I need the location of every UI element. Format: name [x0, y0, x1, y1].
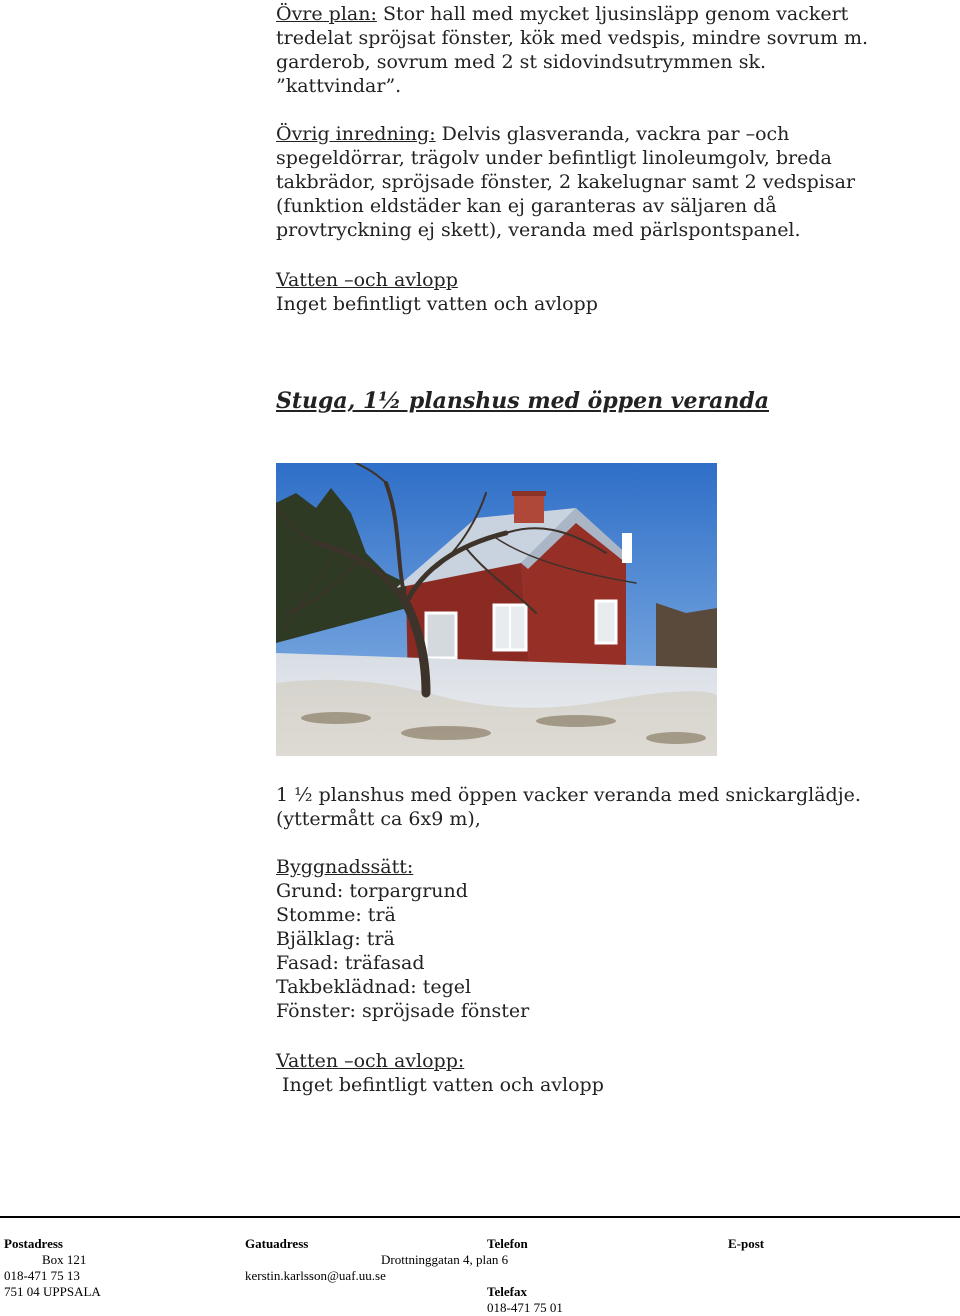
cottage-heading: Stuga, 1½ planshus med öppen veranda [276, 388, 769, 414]
footer-fax: 018-471 75 01 [487, 1300, 563, 1315]
upper-floor-text: Stor hall med mycket ljusinsläpp genom vackert [382, 3, 849, 25]
water-label: Vatten –och avlopp [276, 269, 458, 291]
footer-box: Box 121 [42, 1252, 87, 1267]
interior-text: provtryckning ej skett), veranda med pärlspontspanel. [276, 219, 801, 241]
upper-floor-label: Övre plan: [276, 3, 377, 25]
footer-heading-phone: Telefon [487, 1236, 528, 1251]
construction-item: Stomme: trä [276, 904, 396, 926]
footer-heading-fax: Telefax [487, 1284, 527, 1299]
water-section-2 [276, 1049, 604, 1097]
construction-item: Fasad: träfasad [276, 952, 425, 974]
construction-item: Bjälklag: trä [276, 928, 395, 950]
cottage-photo [276, 463, 717, 756]
construction-item: Grund: torpargrund [276, 880, 468, 902]
footer-email: kerstin.karlsson@uaf.uu.se [245, 1268, 386, 1283]
cottage-desc-line: (yttermått ca 6x9 m), [276, 808, 481, 830]
interior-text: (funktion eldstäder kan ej garanteras av säljaren då [276, 195, 777, 217]
upper-floor-section [276, 2, 868, 98]
footer-street: Drottninggatan 4, plan 6 [381, 1252, 509, 1267]
water-section [276, 268, 598, 316]
upper-floor-text: ”kattvindar”. [276, 75, 402, 97]
footer-heading-postal-address: Postadress [4, 1236, 63, 1251]
cottage-description [276, 783, 861, 831]
construction-label: Byggnadssätt: [276, 856, 414, 878]
construction-item: Takbeklädnad: tegel [276, 976, 472, 998]
footer-postal: 751 04 UPPSALA [4, 1284, 101, 1299]
cottage-desc-line: 1 ½ planshus med öppen vacker veranda med snickarglädje. [276, 784, 861, 806]
upper-floor-text: tredelat spröjsat fönster, kök med vedspis, mindre sovrum m. [276, 27, 869, 49]
interior-label: Övrig inredning: [276, 123, 436, 145]
upper-floor-text: garderob, sovrum med 2 st sidovindsutrymmen sk. [276, 51, 766, 73]
water-label: Vatten –och avlopp: [276, 1050, 465, 1072]
interior-section [276, 122, 855, 242]
footer-heading-street-address: Gatuadress [245, 1236, 309, 1251]
water-value: Inget befintligt vatten och avlopp [282, 1074, 604, 1096]
construction-item: Fönster: spröjsade fönster [276, 1000, 530, 1022]
interior-text: takbrädor, spröjsade fönster, 2 kakelugnar samt 2 vedspisar [276, 171, 856, 193]
interior-text: Delvis glasveranda, vackra par –och [441, 123, 790, 145]
construction-section [276, 855, 529, 1023]
interior-text: spegeldörrar, trägolv under befintligt linoleumgolv, breda [276, 147, 832, 169]
footer-heading-email: E-post [728, 1236, 765, 1251]
footer-divider [0, 1216, 960, 1218]
water-value: Inget befintligt vatten och avlopp [276, 293, 598, 315]
footer-phone: 018-471 75 13 [4, 1268, 80, 1283]
